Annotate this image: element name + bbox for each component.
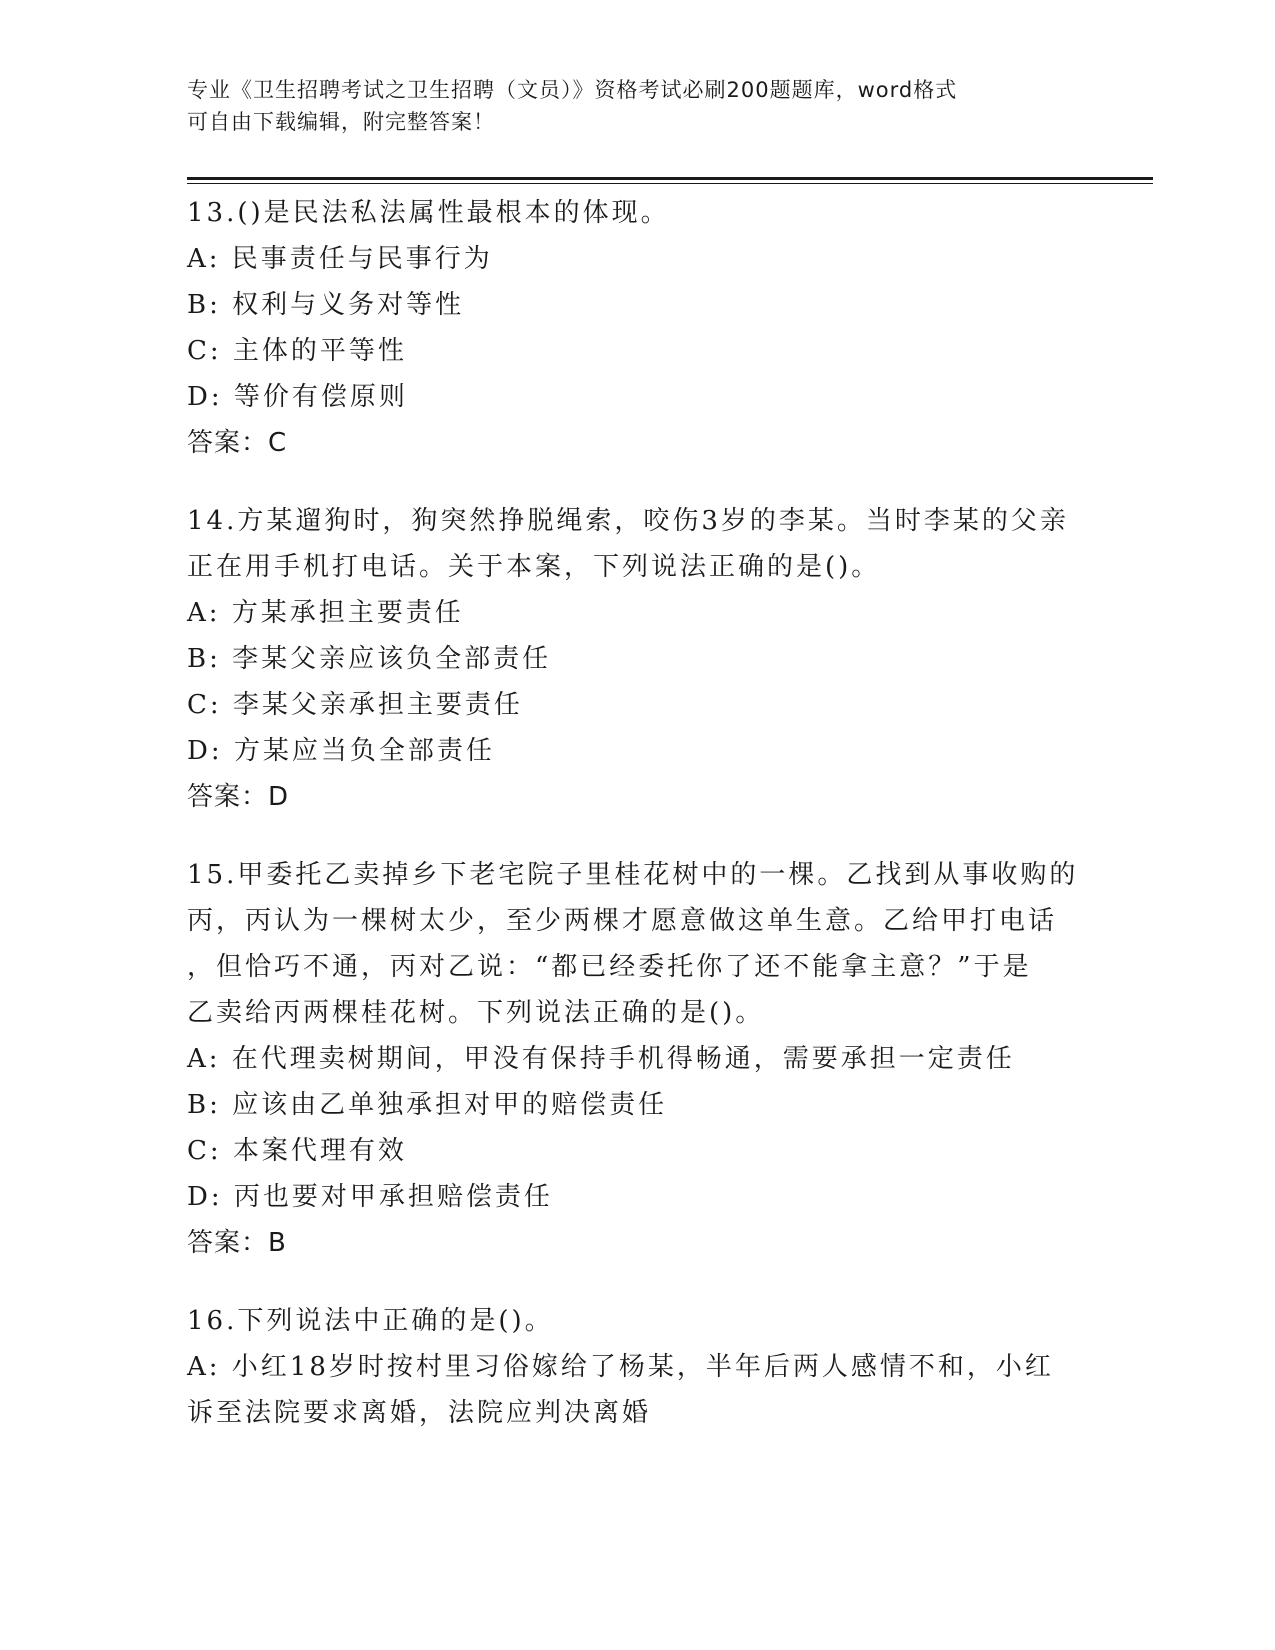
header-line-2: 可自由下载编辑，附完整答案！ [187, 110, 495, 134]
option-c: C: 李某父亲承担主要责任 [187, 690, 523, 720]
option-d: D: 等价有偿原则 [187, 382, 408, 412]
option-d: D: 丙也要对甲承担赔偿责任 [187, 1182, 553, 1212]
option-a: A: 方某承担主要责任 [187, 598, 464, 628]
question-stem: 16.下列说法中正确的是()。 [187, 1306, 554, 1336]
answer-text: 答案：B [187, 1228, 287, 1258]
question-13 [187, 190, 1087, 466]
header-divider-thin [187, 183, 1153, 184]
answer-text: 答案：C [187, 428, 288, 458]
option-a-continued: 诉至法院要求离婚，法院应判决离婚 [187, 1398, 652, 1428]
option-c: C: 本案代理有效 [187, 1136, 407, 1166]
option-b: B: 权利与义务对等性 [187, 290, 465, 320]
document-header [187, 74, 1067, 138]
option-a: A: 民事责任与民事行为 [187, 244, 493, 274]
header-line-1: 专业《卫生招聘考试之卫生招聘（文员）》资格考试必刷200题题库，word格式 [187, 78, 958, 102]
question-stem: 13.()是民法私法属性最根本的体现。 [187, 198, 670, 228]
answer-text: 答案：D [187, 782, 290, 812]
question-stem: 15.甲委托乙卖掉乡下老宅院子里桂花树中的一棵。乙找到从事收购的 [187, 860, 1079, 890]
option-b: B: 李某父亲应该负全部责任 [187, 644, 552, 674]
question-stem: ，但恰巧不通，丙对乙说：“都已经委托你了还不能拿主意？”于是 [187, 952, 1032, 982]
option-a: A: 在代理卖树期间，甲没有保持手机得畅通，需要承担一定责任 [187, 1044, 1015, 1074]
question-16 [187, 1298, 1087, 1436]
option-c: C: 主体的平等性 [187, 336, 407, 366]
option-d: D: 方某应当负全部责任 [187, 736, 495, 766]
question-stem: 正在用手机打电话。关于本案，下列说法正确的是()。 [187, 552, 881, 582]
header-divider-thick [187, 177, 1153, 180]
question-stem: 乙卖给丙两棵桂花树。下列说法正确的是()。 [187, 998, 765, 1028]
question-15 [187, 852, 1087, 1266]
option-b: B: 应该由乙单独承担对甲的赔偿责任 [187, 1090, 668, 1120]
question-list [187, 190, 1087, 1468]
option-a: A: 小红18岁时按村里习俗嫁给了杨某，半年后两人感情不和，小红 [187, 1352, 1054, 1382]
question-stem: 14.方某遛狗时，狗突然挣脱绳索，咬伤3岁的李某。当时李某的父亲 [187, 506, 1069, 536]
question-stem: 丙，丙认为一棵树太少，至少两棵才愿意做这单生意。乙给甲打电话 [187, 906, 1058, 936]
question-14 [187, 498, 1087, 820]
